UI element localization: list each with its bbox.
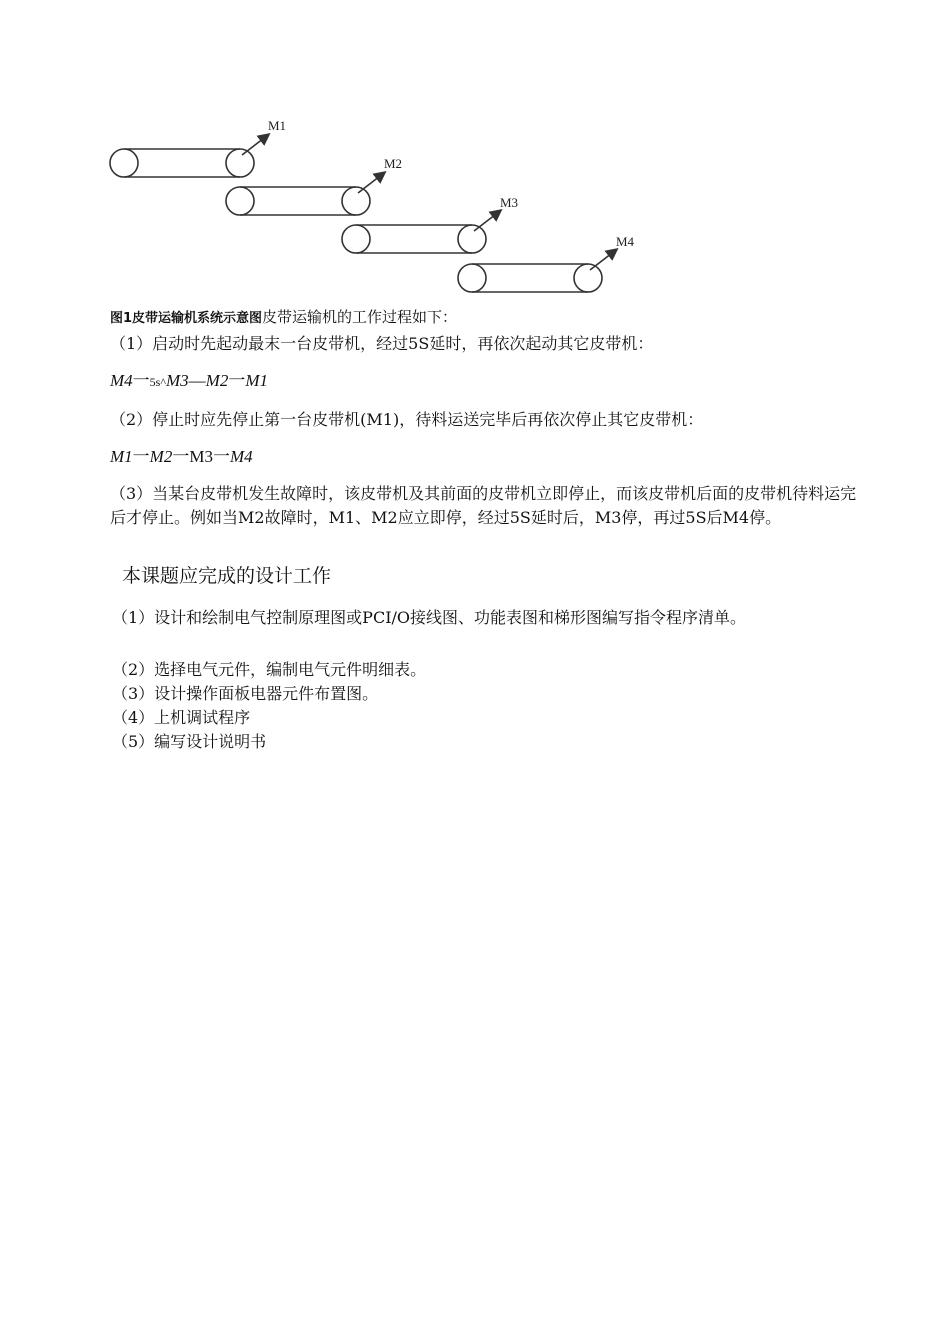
- belt-1-right-pulley: [226, 149, 254, 177]
- motor-arrow-3: [474, 211, 500, 231]
- belt-3: [342, 211, 500, 253]
- start-sequence-formula: [110, 370, 268, 393]
- design-item-1: （1）设计和绘制电气控制原理图或PCI/O接线图、功能表图和梯形图编写指令程序清单。: [112, 608, 747, 627]
- formula-separator: 一: [132, 371, 150, 390]
- formula-term: M2: [149, 447, 173, 466]
- belt-1-left-pulley: [110, 149, 138, 177]
- motor-label-m4: M4: [616, 234, 635, 249]
- figure-caption: 图1皮带运输机系统示意图: [110, 311, 263, 326]
- belt-2-right-pulley: [342, 187, 370, 215]
- formula-separator: —: [188, 371, 206, 390]
- belt-2: [226, 173, 384, 215]
- step-fault-text: （3）当某台皮带机发生故障时，该皮带机及其前面的皮带机立即停止，而该皮带机后面的皮带机待料运完后才停止。例如当M2故障时，M1、M2应立即停，经过5S延时后，M3停，再过5S后M4停。: [110, 484, 857, 527]
- design-item-5: （5）编写设计说明书: [112, 732, 267, 751]
- formula-term: M3: [189, 447, 213, 466]
- belt-4-right-pulley: [574, 264, 602, 292]
- motor-arrow-2: [358, 173, 384, 193]
- belt-1: [110, 135, 268, 177]
- formula-term: M1: [245, 371, 268, 390]
- belt-4: [458, 250, 616, 292]
- formula-term: M4: [229, 447, 253, 466]
- motor-arrow-1: [242, 135, 268, 155]
- design-item-3: （3）设计操作面板电器元件布置图。: [112, 684, 379, 703]
- figure-caption-line: [110, 306, 457, 330]
- design-item-4: （4）上机调试程序: [112, 708, 251, 727]
- belt-3-right-pulley: [458, 225, 486, 253]
- motor-label-m2: M2: [384, 156, 403, 171]
- belt-4-left-pulley: [458, 264, 486, 292]
- design-item-2: （2）选择电气元件，编制电气元件明细表。: [112, 660, 427, 679]
- motor-label-m3: M3: [500, 195, 519, 210]
- step-stop-text: （2）停止时应先停止第一台皮带机(M1)，待料运送完毕后再依次停止其它皮带机：: [110, 410, 704, 429]
- belt-3-left-pulley: [342, 225, 370, 253]
- conveyor-belt-diagram: [100, 110, 660, 310]
- motor-arrow-4: [590, 250, 616, 270]
- formula-separator: 一: [212, 447, 230, 466]
- belt-2-left-pulley: [226, 187, 254, 215]
- motor-label-m1: M1: [268, 118, 287, 133]
- formula-separator: 一: [132, 447, 150, 466]
- design-section-heading: 本课题应完成的设计工作: [122, 565, 332, 587]
- formula-term: M2: [205, 371, 229, 390]
- formula-term: M3: [165, 371, 189, 390]
- formula-separator: 一: [228, 371, 246, 390]
- formula-delay: 5s^: [149, 375, 166, 389]
- formula-term: M4: [110, 371, 133, 390]
- process-intro: 皮带运输机的工作过程如下：: [262, 308, 458, 326]
- formula-separator: 一: [172, 447, 190, 466]
- stop-sequence-formula: [110, 446, 253, 468]
- formula-term: M1: [110, 447, 133, 466]
- step-start-text: （1）启动时先起动最末一台皮带机，经过5S延时，再依次起动其它皮带机：: [110, 334, 654, 353]
